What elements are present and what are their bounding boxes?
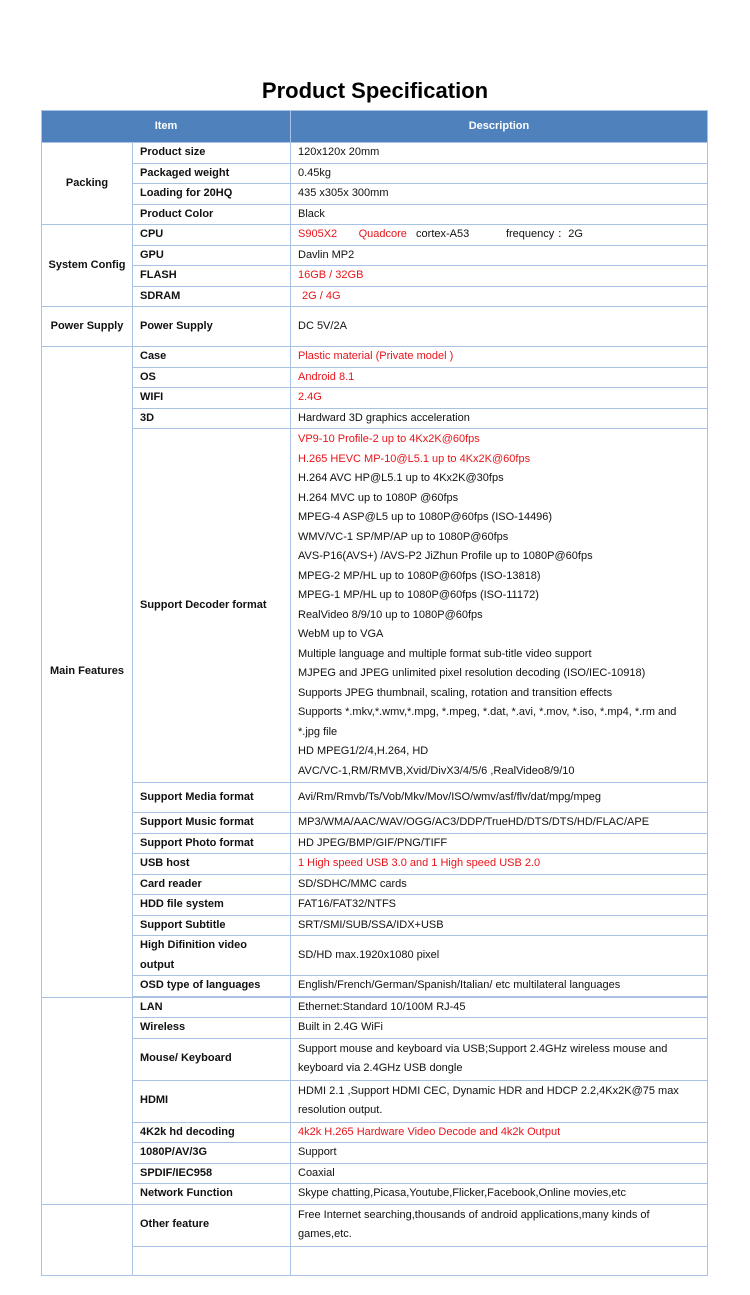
list-item: MPEG-4 ASP@L5 up to 1080P@60fps (ISO-14496) bbox=[298, 511, 553, 523]
category-packing: Packing bbox=[42, 143, 133, 225]
item-cell: Network Function bbox=[133, 1184, 291, 1205]
item-cell: 1080P/AV/3G bbox=[133, 1143, 291, 1164]
header-item: Item bbox=[42, 111, 291, 143]
list-item: Multiple language and multiple format sub-title video support bbox=[298, 647, 592, 660]
desc-cell: DC 5V/2A bbox=[291, 307, 708, 347]
item-cell: Packaged weight bbox=[133, 163, 291, 184]
list-item: H.264 MVC up to 1080P @60fps bbox=[298, 491, 459, 504]
cpu-arch: cortex-A53 bbox=[416, 228, 470, 240]
desc-line: Support mouse and keyboard via USB;Support 2.4GHz wireless mouse and bbox=[298, 1042, 668, 1055]
list-item: Supports *.mkv,*.wmv,*.mpg, *.mpeg, *.dat, *.avi, *.mov, *.iso, *.mp4, *.rm and bbox=[298, 706, 677, 718]
desc-cell: Davlin MP2 bbox=[291, 245, 708, 266]
desc-cell: Skype chatting,Picasa,Youtube,Flicker,Facebook,Online movies,etc bbox=[291, 1184, 708, 1205]
table-row bbox=[42, 813, 708, 834]
item-cell: LAN bbox=[133, 997, 291, 1018]
list-item: WebM up to VGA bbox=[298, 628, 384, 640]
table-row bbox=[42, 429, 708, 783]
desc-line: resolution output. bbox=[298, 1104, 383, 1116]
table-row bbox=[42, 408, 708, 429]
table-row bbox=[42, 286, 708, 307]
desc-cell: 1 High speed USB 3.0 and 1 High speed USB 2.0 bbox=[291, 854, 708, 875]
desc-cell: 0.45kg bbox=[291, 163, 708, 184]
item-cell: HDMI bbox=[133, 1080, 291, 1122]
item-cell: Card reader bbox=[133, 874, 291, 895]
desc-cell bbox=[291, 1080, 708, 1122]
table-row bbox=[42, 307, 708, 347]
table-row bbox=[42, 1122, 708, 1143]
item-cell: FLASH bbox=[133, 266, 291, 287]
desc-cell: Support bbox=[291, 1143, 708, 1164]
desc-cell-empty bbox=[291, 1246, 708, 1275]
table-row bbox=[42, 143, 708, 164]
item-cell-empty bbox=[133, 1246, 291, 1275]
desc-cell: SD/HD max.1920x1080 pixel bbox=[291, 936, 708, 976]
desc-cell bbox=[291, 1038, 708, 1080]
item-cell: Other feature bbox=[133, 1204, 291, 1246]
list-item: MPEG-2 MP/HL up to 1080P@60fps (ISO-13818) bbox=[298, 569, 541, 582]
table-row bbox=[42, 895, 708, 916]
desc-cell: FAT16/FAT32/NTFS bbox=[291, 895, 708, 916]
table-row bbox=[42, 1080, 708, 1122]
desc-cell: Black bbox=[291, 204, 708, 225]
item-cell: Loading for 20HQ bbox=[133, 184, 291, 205]
list-item: HD MPEG1/2/4,H.264, HD bbox=[298, 745, 429, 757]
list-item: WMV/VC-1 SP/MP/AP up to 1080P@60fps bbox=[298, 530, 509, 543]
list-item: AVS-P16(AVS+) /AVS-P2 JiZhun Profile up to 1080P@60fps bbox=[298, 550, 593, 562]
table-row bbox=[42, 1143, 708, 1164]
table-row bbox=[42, 976, 708, 997]
item-cell: HDD file system bbox=[133, 895, 291, 916]
list-item: *.jpg file bbox=[298, 725, 338, 738]
item-cell: SDRAM bbox=[133, 286, 291, 307]
table-row bbox=[42, 1038, 708, 1080]
item-cell: High Difinition video output bbox=[133, 936, 291, 976]
desc-cell: HD JPEG/BMP/GIF/PNG/TIFF bbox=[291, 833, 708, 854]
table-row bbox=[42, 1204, 708, 1246]
desc-cell: Avi/Rm/Rmvb/Ts/Vob/Mkv/Mov/ISO/wmv/asf/flv/dat/mpg/mpeg bbox=[291, 783, 708, 813]
category-power-supply: Power Supply bbox=[42, 307, 133, 347]
item-cell: Power Supply bbox=[133, 307, 291, 347]
item-cell: 4K2k hd decoding bbox=[133, 1122, 291, 1143]
item-cell: Support Subtitle bbox=[133, 915, 291, 936]
item-cell: Support Music format bbox=[133, 813, 291, 834]
list-item: Supports JPEG thumbnail, scaling, rotation and transition effects bbox=[298, 686, 613, 699]
item-cell: Support Photo format bbox=[133, 833, 291, 854]
list-item: MPEG-1 MP/HL up to 1080P@60fps (ISO-11172) bbox=[298, 589, 539, 601]
table-header-row bbox=[42, 111, 708, 143]
desc-cell: 16GB / 32GB bbox=[291, 266, 708, 287]
desc-cell bbox=[291, 225, 708, 246]
category-io bbox=[42, 997, 133, 1204]
desc-cell: Built in 2.4G WiFi bbox=[291, 1018, 708, 1039]
desc-cell: 435 x305x 300mm bbox=[291, 184, 708, 205]
desc-line: HDMI 2.1 ,Support HDMI CEC, Dynamic HDR and HDCP 2.2,4Kx2K@75 max bbox=[298, 1084, 679, 1097]
page-title: Product Specification bbox=[261, 78, 489, 103]
table-row bbox=[42, 1184, 708, 1205]
table-row bbox=[42, 874, 708, 895]
item-cell: Support Decoder format bbox=[133, 429, 291, 783]
list-item: RealVideo 8/9/10 up to 1080P@60fps bbox=[298, 608, 483, 621]
desc-cell bbox=[291, 1204, 708, 1246]
list-item: AVC/VC-1,RM/RMVB,Xvid/DivX3/4/5/6 ,RealVideo8/9/10 bbox=[298, 764, 575, 777]
table-row-empty bbox=[42, 1246, 708, 1275]
item-cell: Product size bbox=[133, 143, 291, 164]
table-row bbox=[42, 936, 708, 976]
table-row bbox=[42, 915, 708, 936]
item-cell: Case bbox=[133, 347, 291, 368]
table-row bbox=[42, 367, 708, 388]
desc-cell: SRT/SMI/SUB/SSA/IDX+USB bbox=[291, 915, 708, 936]
header-description: Description bbox=[291, 111, 708, 143]
item-cell: Product Color bbox=[133, 204, 291, 225]
desc-line: games,etc. bbox=[298, 1228, 352, 1240]
desc-cell: English/French/German/Spanish/Italian/ etc multilateral languages bbox=[291, 976, 708, 997]
item-cell: CPU bbox=[133, 225, 291, 246]
desc-cell: Coaxial bbox=[291, 1163, 708, 1184]
category-other bbox=[42, 1204, 133, 1275]
item-cell: 3D bbox=[133, 408, 291, 429]
desc-cell: 2G / 4G bbox=[291, 286, 708, 307]
desc-cell: 4k2k H.265 Hardware Video Decode and 4k2k Output bbox=[291, 1122, 708, 1143]
desc-cell: 2.4G bbox=[291, 388, 708, 409]
item-cell: Support Media format bbox=[133, 783, 291, 813]
cpu-frequency: frequency ：2G bbox=[505, 228, 583, 240]
decoder-format-list bbox=[291, 429, 708, 783]
item-cell: Mouse/ Keyboard bbox=[133, 1038, 291, 1080]
desc-cell: SD/SDHC/MMC cards bbox=[291, 874, 708, 895]
list-item: VP9-10 Profile-2 up to 4Kx2K@60fps bbox=[298, 433, 480, 445]
desc-cell: Ethernet:Standard 10/100M RJ-45 bbox=[291, 997, 708, 1018]
table-row bbox=[42, 1163, 708, 1184]
list-item: MJPEG and JPEG unlimited pixel resolution decoding (ISO/IEC-10918) bbox=[298, 667, 646, 679]
item-cell: Wireless bbox=[133, 1018, 291, 1039]
desc-line: keyboard via 2.4GHz USB dongle bbox=[298, 1062, 463, 1074]
table-row bbox=[42, 163, 708, 184]
table-row bbox=[42, 783, 708, 813]
item-cell: SPDIF/IEC958 bbox=[133, 1163, 291, 1184]
item-cell: OS bbox=[133, 367, 291, 388]
desc-cell: 120x120x 20mm bbox=[291, 143, 708, 164]
table-row bbox=[42, 997, 708, 1018]
table-row bbox=[42, 204, 708, 225]
desc-line: Free Internet searching,thousands of android applications,many kinds of bbox=[298, 1208, 650, 1221]
table-row bbox=[42, 184, 708, 205]
list-item: H.264 AVC HP@L5.1 up to 4Kx2K@30fps bbox=[298, 472, 504, 484]
cpu-model: S905X2 bbox=[298, 228, 338, 240]
category-main-features: Main Features bbox=[42, 347, 133, 998]
table-row bbox=[42, 388, 708, 409]
item-cell: OSD type of languages bbox=[133, 976, 291, 997]
table-row bbox=[42, 347, 708, 368]
table-row bbox=[42, 245, 708, 266]
table-row bbox=[42, 833, 708, 854]
desc-cell: MP3/WMA/AAC/WAV/OGG/AC3/DDP/TrueHD/DTS/DTS/HD/FLAC/APE bbox=[291, 813, 708, 834]
category-system-config: System Config bbox=[42, 225, 133, 307]
item-cell: WIFI bbox=[133, 388, 291, 409]
item-cell: USB host bbox=[133, 854, 291, 875]
desc-cell: Android 8.1 bbox=[291, 367, 708, 388]
table-row bbox=[42, 225, 708, 246]
cpu-cores: Quadcore bbox=[358, 228, 407, 240]
spec-table bbox=[41, 110, 708, 1276]
desc-cell: Hardward 3D graphics acceleration bbox=[291, 408, 708, 429]
item-cell: GPU bbox=[133, 245, 291, 266]
list-item: H.265 HEVC MP-10@L5.1 up to 4Kx2K@60fps bbox=[298, 452, 531, 465]
desc-cell: Plastic material (Private model ) bbox=[291, 347, 708, 368]
table-row bbox=[42, 266, 708, 287]
table-row bbox=[42, 854, 708, 875]
table-row bbox=[42, 1018, 708, 1039]
